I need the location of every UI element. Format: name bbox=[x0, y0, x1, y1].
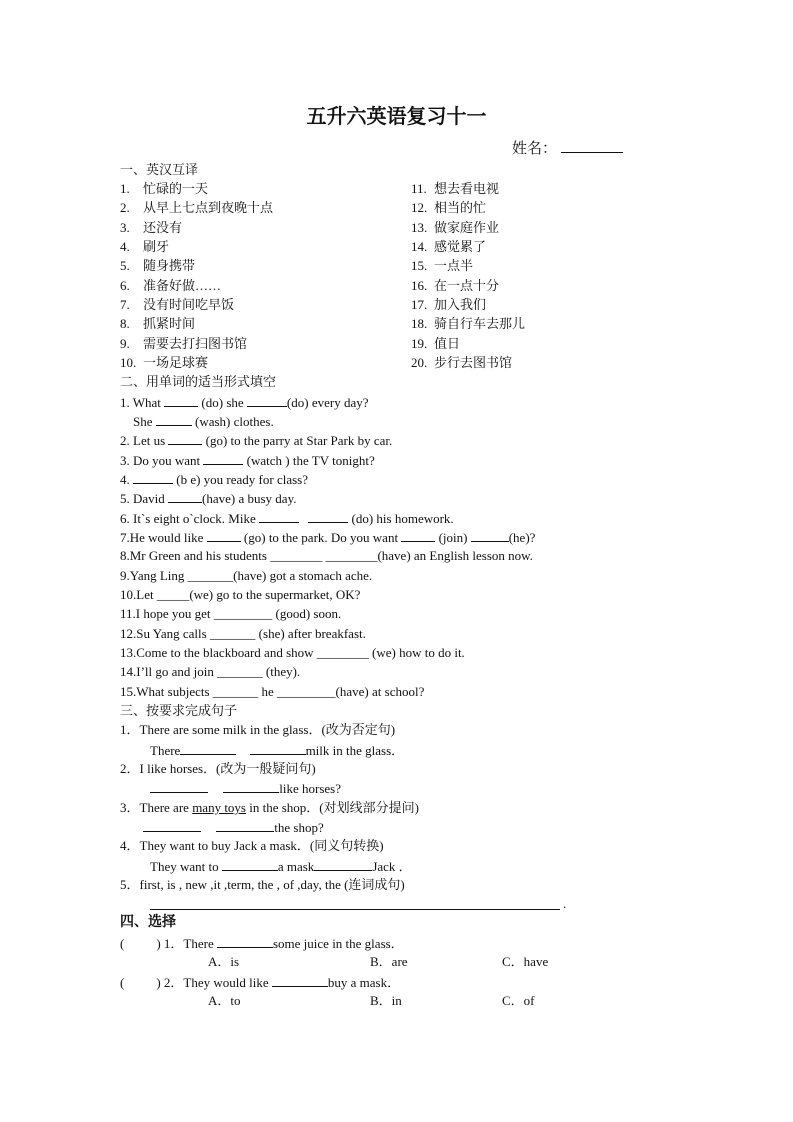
answer-blank[interactable] bbox=[203, 452, 243, 465]
option-c[interactable]: C．of bbox=[502, 993, 535, 1008]
question-2-15: 15.What subjects _______ he _________(have) at school? bbox=[120, 684, 425, 699]
question-2-5: 5. David (have) a busy day. bbox=[120, 491, 297, 506]
answer-blank[interactable] bbox=[308, 510, 348, 523]
answer-blank[interactable] bbox=[272, 974, 328, 987]
answer-blank[interactable] bbox=[156, 413, 192, 426]
answer-blank[interactable] bbox=[259, 510, 299, 523]
answer-3-4: They want to a mask Jack ． bbox=[150, 859, 412, 874]
underlined-phrase: many toys bbox=[192, 800, 246, 815]
list-item: 20. 步行去图书馆 bbox=[411, 355, 513, 370]
answer-blank[interactable] bbox=[250, 742, 306, 755]
list-item: 11. 想去看电视 bbox=[411, 181, 500, 196]
name-blank[interactable] bbox=[561, 140, 623, 153]
question-2-3: 3. Do you want (watch ) the TV tonight? bbox=[120, 453, 375, 468]
list-item: 4. 刷牙 bbox=[120, 239, 170, 254]
answer-3-3: the shop? bbox=[143, 819, 324, 836]
list-item: 3. 还没有 bbox=[120, 220, 183, 235]
question-2-2: 2. Let us (go) to the parry at Star Park by car. bbox=[120, 433, 393, 448]
list-item: 18. 骑自行车去那儿 bbox=[411, 316, 526, 331]
answer-3-5-line[interactable] bbox=[150, 909, 560, 910]
list-item: 16. 在一点十分 bbox=[411, 278, 500, 293]
question-2-11: 11.I hope you get _________ (good) soon. bbox=[120, 606, 342, 621]
answer-blank[interactable] bbox=[314, 858, 372, 871]
question-4-2: ( ) 2．They would like buy a mask． bbox=[120, 975, 401, 990]
option-c[interactable]: C．have bbox=[502, 954, 549, 969]
question-2-14: 14.I’ll go and join _______ (they). bbox=[120, 664, 301, 679]
question-2-12: 12.Su Yang calls _______ (she) after breakfast. bbox=[120, 626, 366, 641]
answer-blank[interactable] bbox=[168, 432, 202, 445]
list-item: 1. 忙碌的一天 bbox=[120, 181, 209, 196]
question-3-2: 2．I like horses．(改为一般疑问句) bbox=[120, 761, 316, 776]
question-3-1: 1．There are some milk in the glass．(改为否定句) bbox=[120, 722, 396, 737]
option-b[interactable]: B．in bbox=[370, 993, 402, 1008]
list-item: 8. 抓紧时间 bbox=[120, 316, 196, 331]
name-label: 姓名： bbox=[512, 141, 558, 157]
list-item: 13. 做家庭作业 bbox=[411, 220, 500, 235]
list-item: 12. 相当的忙 bbox=[411, 200, 487, 215]
name-field bbox=[512, 140, 623, 157]
answer-blank[interactable] bbox=[180, 742, 236, 755]
question-3-5: 5．first, is , new ,it ,term, the , of ,day, the (连词成句) bbox=[120, 877, 405, 892]
question-2-10: 10.Let _____(we) go to the supermarket, OK? bbox=[120, 587, 361, 602]
answer-3-2: like horses? bbox=[150, 780, 341, 797]
question-2-4: 4. (b e) you ready for class? bbox=[120, 472, 308, 487]
answer-3-5-period: . bbox=[563, 896, 567, 911]
question-2-6: 6. It`s eight o`clock. Mike (do) his homework. bbox=[120, 511, 454, 526]
question-2-1a: 1. What (do) she (do) every day? bbox=[120, 395, 369, 410]
answer-blank[interactable] bbox=[168, 490, 202, 503]
option-a[interactable]: A．is bbox=[208, 954, 240, 969]
list-item: 10. 一场足球赛 bbox=[120, 355, 209, 370]
answer-blank[interactable] bbox=[401, 529, 435, 542]
section4-heading: 四、选择 bbox=[120, 915, 176, 930]
answer-blank[interactable] bbox=[223, 780, 279, 793]
list-item: 7. 没有时间吃早饭 bbox=[120, 297, 235, 312]
list-item: 15. 一点半 bbox=[411, 258, 474, 273]
option-b[interactable]: B．are bbox=[370, 954, 408, 969]
answer-blank[interactable] bbox=[164, 394, 198, 407]
answer-blank[interactable] bbox=[143, 819, 201, 832]
answer-3-1: There milk in the glass． bbox=[150, 743, 405, 758]
section2-heading: 二、用单词的适当形式填空 bbox=[120, 374, 277, 389]
list-item: 19. 值日 bbox=[411, 336, 461, 351]
option-a[interactable]: A．to bbox=[208, 993, 241, 1008]
section3-heading: 三、按要求完成句子 bbox=[120, 703, 238, 718]
list-item: 17. 加入我们 bbox=[411, 297, 487, 312]
answer-blank[interactable] bbox=[133, 471, 173, 484]
list-item: 2. 从早上七点到夜晚十点 bbox=[120, 200, 274, 215]
question-2-13: 13.Come to the blackboard and show ________ (we) how to do it. bbox=[120, 645, 465, 660]
question-2-1b: She (wash) clothes. bbox=[133, 414, 274, 429]
question-3-4: 4．They want to buy Jack a mask．(同义句转换) bbox=[120, 838, 384, 853]
question-2-8: 8.Mr Green and his students ________ ________(have) an English lesson now. bbox=[120, 548, 533, 563]
question-2-7: 7.He would like (go) to the park. Do you want (join) (he)? bbox=[120, 530, 536, 545]
question-4-1: ( ) 1．There some juice in the glass． bbox=[120, 936, 404, 951]
answer-blank[interactable] bbox=[247, 394, 287, 407]
question-3-3: 3．There are many toys in the shop．(对划线部分提问) bbox=[120, 800, 419, 815]
answer-blank[interactable] bbox=[216, 819, 274, 832]
section1-heading: 一、英汉互译 bbox=[120, 162, 199, 177]
list-item: 14. 感觉累了 bbox=[411, 239, 487, 254]
question-2-9: 9.Yang Ling _______(have) got a stomach ache. bbox=[120, 568, 373, 583]
answer-blank[interactable] bbox=[471, 529, 509, 542]
answer-blank[interactable] bbox=[217, 935, 273, 948]
page-title: 五升六英语复习十一 bbox=[306, 106, 487, 128]
list-item: 5. 随身携带 bbox=[120, 258, 196, 273]
answer-blank[interactable] bbox=[150, 780, 208, 793]
answer-blank[interactable] bbox=[222, 858, 278, 871]
list-item: 9. 需要去打扫图书馆 bbox=[120, 336, 248, 351]
answer-blank[interactable] bbox=[207, 529, 241, 542]
list-item: 6. 准备好做…… bbox=[120, 278, 222, 293]
